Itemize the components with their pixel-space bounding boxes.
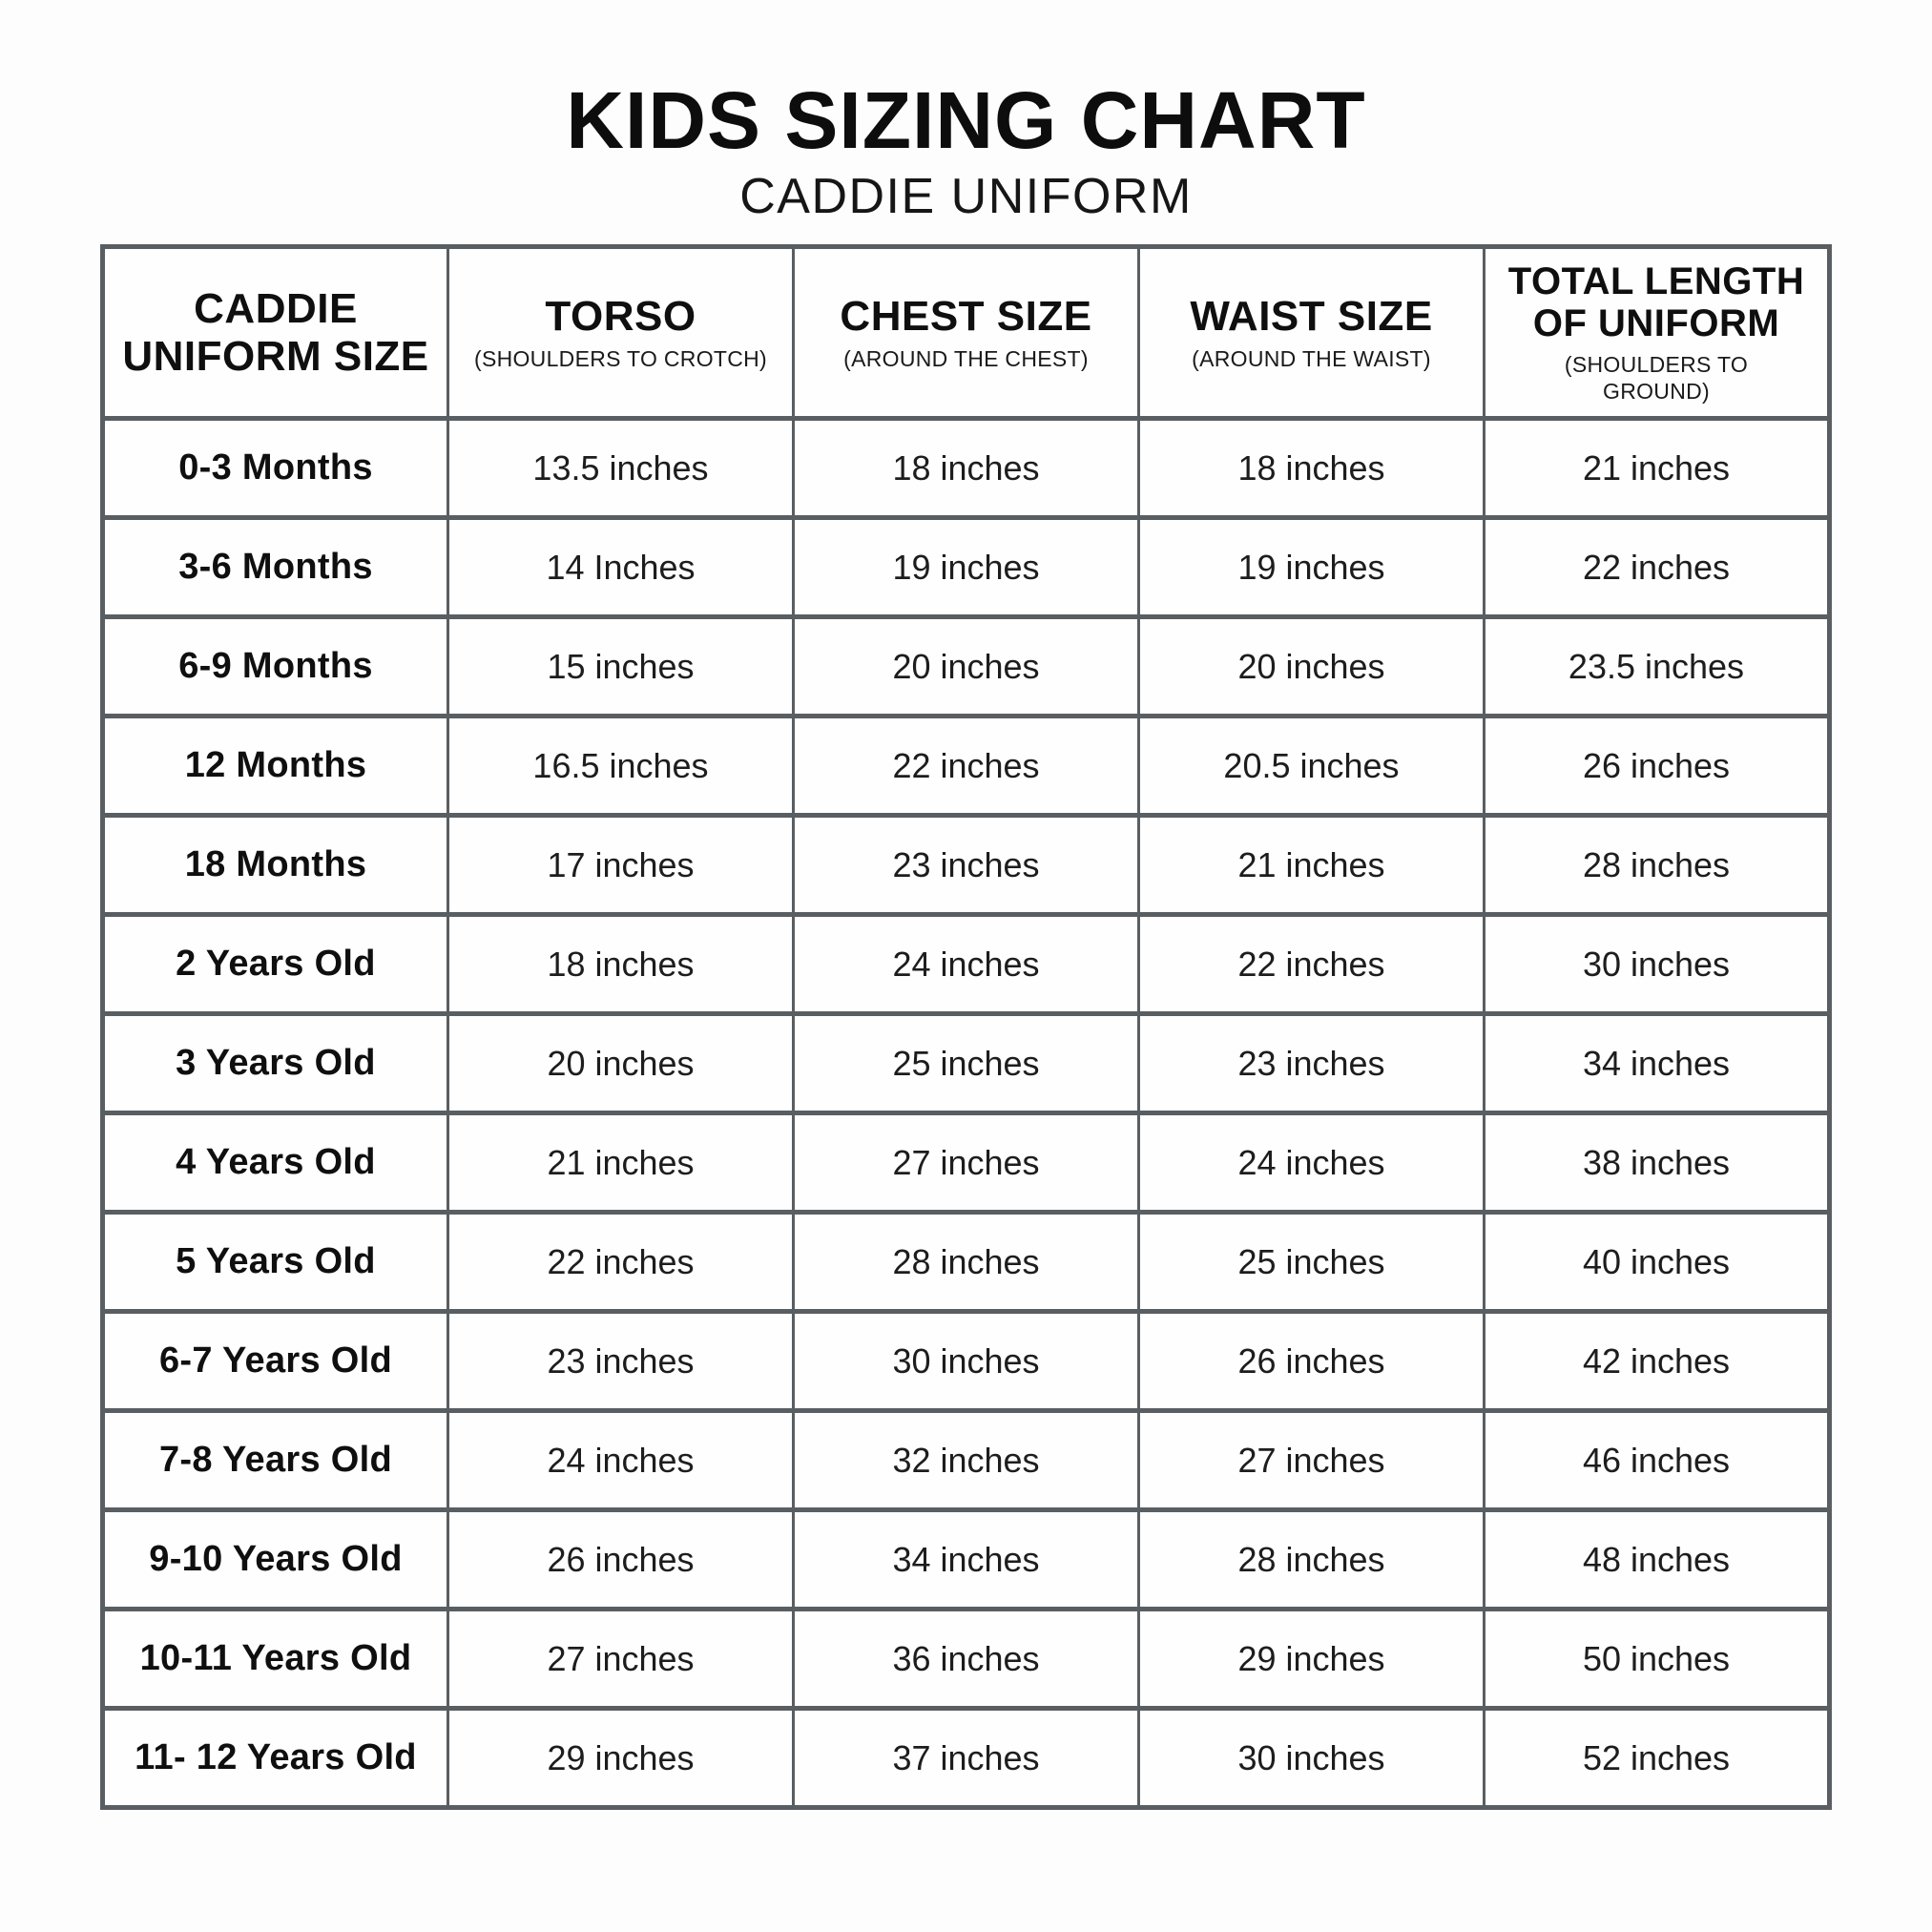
row-size-label: 0-3 Months xyxy=(103,419,448,518)
sizing-table xyxy=(100,244,1832,1810)
row-size-label: 9-10 Years Old xyxy=(103,1510,448,1610)
torso-value: 24 inches xyxy=(448,1411,794,1510)
table-row xyxy=(103,1014,1830,1113)
table-row xyxy=(103,1213,1830,1312)
table-row xyxy=(103,1510,1830,1610)
page-title: KIDS SIZING CHART xyxy=(566,75,1366,165)
row-size-label: 3-6 Months xyxy=(103,518,448,617)
row-size-label: 3 Years Old xyxy=(103,1014,448,1113)
row-size-label: 18 Months xyxy=(103,816,448,915)
torso-value: 21 inches xyxy=(448,1113,794,1213)
waist-value: 24 inches xyxy=(1139,1113,1485,1213)
chest-value: 34 inches xyxy=(794,1510,1139,1610)
column-sublabel: (AROUND THE CHEST) xyxy=(843,345,1089,371)
column-label: CADDIE UNIFORM SIZE xyxy=(122,285,429,380)
chest-value: 20 inches xyxy=(794,617,1139,717)
torso-value: 15 inches xyxy=(448,617,794,717)
column-label: TORSO xyxy=(545,292,696,340)
chest-value: 22 inches xyxy=(794,717,1139,816)
column-label: TOTAL LENGTH OF UNIFORM xyxy=(1507,260,1805,345)
waist-value: 25 inches xyxy=(1139,1213,1485,1312)
row-size-label: 2 Years Old xyxy=(103,915,448,1014)
row-size-label: 6-9 Months xyxy=(103,617,448,717)
table-row xyxy=(103,1113,1830,1213)
row-size-label: 12 Months xyxy=(103,717,448,816)
column-sublabel: (AROUND THE WAIST) xyxy=(1192,345,1431,371)
waist-value: 23 inches xyxy=(1139,1014,1485,1113)
total-length-value: 22 inches xyxy=(1485,518,1830,617)
waist-value: 26 inches xyxy=(1139,1312,1485,1411)
chest-value: 24 inches xyxy=(794,915,1139,1014)
total-length-value: 46 inches xyxy=(1485,1411,1830,1510)
chest-value: 25 inches xyxy=(794,1014,1139,1113)
total-length-value: 48 inches xyxy=(1485,1510,1830,1610)
col-header-torso xyxy=(448,247,794,419)
total-length-value: 34 inches xyxy=(1485,1014,1830,1113)
row-size-label: 6-7 Years Old xyxy=(103,1312,448,1411)
column-sublabel: (SHOULDERS TO GROUND) xyxy=(1564,352,1749,404)
column-label: CHEST SIZE xyxy=(840,292,1092,340)
col-header-waist-size xyxy=(1139,247,1485,419)
total-length-value: 42 inches xyxy=(1485,1312,1830,1411)
table-row xyxy=(103,915,1830,1014)
chest-value: 28 inches xyxy=(794,1213,1139,1312)
torso-value: 16.5 inches xyxy=(448,717,794,816)
row-size-label: 5 Years Old xyxy=(103,1213,448,1312)
table-row xyxy=(103,1312,1830,1411)
total-length-value: 50 inches xyxy=(1485,1610,1830,1709)
total-length-value: 23.5 inches xyxy=(1485,617,1830,717)
col-header-uniform-size xyxy=(103,247,448,419)
table-row xyxy=(103,419,1830,518)
waist-value: 29 inches xyxy=(1139,1610,1485,1709)
torso-value: 18 inches xyxy=(448,915,794,1014)
waist-value: 21 inches xyxy=(1139,816,1485,915)
torso-value: 14 Inches xyxy=(448,518,794,617)
table-row xyxy=(103,617,1830,717)
torso-value: 23 inches xyxy=(448,1312,794,1411)
total-length-value: 38 inches xyxy=(1485,1113,1830,1213)
chest-value: 27 inches xyxy=(794,1113,1139,1213)
row-size-label: 10-11 Years Old xyxy=(103,1610,448,1709)
chest-value: 23 inches xyxy=(794,816,1139,915)
column-label: WAIST SIZE xyxy=(1190,292,1433,340)
total-length-value: 28 inches xyxy=(1485,816,1830,915)
waist-value: 20 inches xyxy=(1139,617,1485,717)
page-subtitle: CADDIE UNIFORM xyxy=(739,169,1193,224)
sizing-table-body xyxy=(103,419,1830,1808)
row-size-label: 7-8 Years Old xyxy=(103,1411,448,1510)
table-row xyxy=(103,1610,1830,1709)
total-length-value: 52 inches xyxy=(1485,1709,1830,1808)
chest-value: 19 inches xyxy=(794,518,1139,617)
torso-value: 29 inches xyxy=(448,1709,794,1808)
chest-value: 32 inches xyxy=(794,1411,1139,1510)
table-row xyxy=(103,1411,1830,1510)
col-header-total-length xyxy=(1485,247,1830,419)
chest-value: 18 inches xyxy=(794,419,1139,518)
torso-value: 26 inches xyxy=(448,1510,794,1610)
torso-value: 22 inches xyxy=(448,1213,794,1312)
table-row xyxy=(103,1709,1830,1808)
torso-value: 13.5 inches xyxy=(448,419,794,518)
sizing-table-header xyxy=(103,247,1830,419)
waist-value: 30 inches xyxy=(1139,1709,1485,1808)
waist-value: 22 inches xyxy=(1139,915,1485,1014)
waist-value: 27 inches xyxy=(1139,1411,1485,1510)
total-length-value: 30 inches xyxy=(1485,915,1830,1014)
chest-value: 30 inches xyxy=(794,1312,1139,1411)
page-header xyxy=(0,0,1932,224)
waist-value: 28 inches xyxy=(1139,1510,1485,1610)
waist-value: 19 inches xyxy=(1139,518,1485,617)
row-size-label: 11- 12 Years Old xyxy=(103,1709,448,1808)
row-size-label: 4 Years Old xyxy=(103,1113,448,1213)
col-header-chest-size xyxy=(794,247,1139,419)
chest-value: 36 inches xyxy=(794,1610,1139,1709)
column-sublabel: (SHOULDERS TO CROTCH) xyxy=(473,345,768,371)
table-row xyxy=(103,717,1830,816)
total-length-value: 26 inches xyxy=(1485,717,1830,816)
torso-value: 20 inches xyxy=(448,1014,794,1113)
chest-value: 37 inches xyxy=(794,1709,1139,1808)
table-row xyxy=(103,816,1830,915)
total-length-value: 21 inches xyxy=(1485,419,1830,518)
torso-value: 27 inches xyxy=(448,1610,794,1709)
torso-value: 17 inches xyxy=(448,816,794,915)
table-row xyxy=(103,518,1830,617)
header-row xyxy=(103,247,1830,419)
waist-value: 20.5 inches xyxy=(1139,717,1485,816)
waist-value: 18 inches xyxy=(1139,419,1485,518)
total-length-value: 40 inches xyxy=(1485,1213,1830,1312)
